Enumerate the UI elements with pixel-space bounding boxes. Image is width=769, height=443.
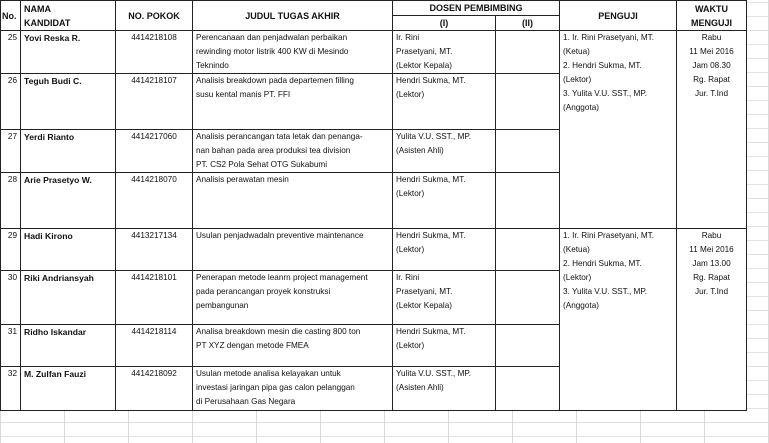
cell-no[interactable]: 30 <box>1 271 21 325</box>
dosen-line: Yulita V.U. SST., MP. <box>396 369 472 378</box>
cell-judul[interactable] <box>193 229 393 271</box>
cell-penguji[interactable] <box>560 229 677 411</box>
cell-pokok[interactable]: 4414218101 <box>116 271 193 325</box>
penguji-line: 3. Yulita V.U. SST., MP. <box>563 287 648 296</box>
cell-waktu[interactable] <box>677 31 747 229</box>
cell-nama[interactable]: Hadi Kirono <box>21 229 116 271</box>
cell-dosen1[interactable] <box>393 31 496 74</box>
dosen-line: Hendri Sukma, MT. <box>396 175 466 184</box>
header-dosen-1[interactable]: (I) <box>393 16 496 31</box>
cell-dosen1[interactable] <box>393 325 496 367</box>
cell-dosen2[interactable] <box>496 229 560 271</box>
judul-line: Analisis perancangan tata letak dan penanga- <box>196 132 363 141</box>
judul-line: susu kental manis PT. FFI <box>196 90 291 99</box>
cell-pokok[interactable]: 4413217134 <box>116 229 193 271</box>
cell-no[interactable]: 29 <box>1 229 21 271</box>
judul-line: di Perusahaan Gas Negara <box>196 397 296 406</box>
header-judul[interactable]: JUDUL TUGAS AKHIR <box>193 1 393 31</box>
dosen-line: Hendri Sukma, MT. <box>396 327 466 336</box>
penguji-line: 1. Ir. Rini Prasetyani, MT. <box>563 231 655 240</box>
penguji-line: 3. Yulita V.U. SST., MP. <box>563 89 648 98</box>
waktu-line: Jam 13.00 <box>692 259 731 268</box>
dosen-line: (Lektor) <box>396 189 425 198</box>
dosen-line: Prasetyani, MT. <box>396 47 453 56</box>
judul-line: Analisa breakdown mesin die casting 800 ton <box>196 327 361 336</box>
cell-no[interactable]: 28 <box>1 173 21 229</box>
penguji-line: (Ketua) <box>563 47 590 56</box>
penguji-line: (Lektor) <box>563 75 592 84</box>
dosen-line: (Lektor) <box>396 341 425 350</box>
judul-line: Penerapan metode leanrn project management <box>196 273 368 282</box>
cell-pokok[interactable]: 4414218114 <box>116 325 193 367</box>
waktu-line: Rabu <box>701 33 722 42</box>
dosen-line: Yulita V.U. SST., MP. <box>396 132 472 141</box>
cell-nama[interactable]: Riki Andriansyah <box>21 271 116 325</box>
penguji-line: 2. Hendri Sukma, MT. <box>563 61 642 70</box>
cell-dosen2[interactable] <box>496 74 560 130</box>
judul-line: rewinding motor listrik 400 KW di Mesindo <box>196 47 349 56</box>
header-waktu[interactable] <box>677 1 747 31</box>
cell-nama[interactable]: Arie Prasetyo W. <box>21 173 116 229</box>
header-waktu-line1: WAKTU <box>695 3 729 14</box>
header-nama-line2: KANDIDAT <box>24 17 71 28</box>
waktu-line: Rabu <box>701 231 722 240</box>
header-penguji[interactable]: PENGUJI <box>560 1 677 31</box>
judul-line: PT. CS2 Pola Sehat OTG Sukabumi <box>196 160 328 169</box>
cell-dosen1[interactable] <box>393 367 496 411</box>
judul-line: pada perancangan proyek konstruksi <box>196 287 331 296</box>
penguji-line: (Anggota) <box>563 301 599 310</box>
header-nama-kandidat[interactable] <box>21 1 116 31</box>
waktu-line: Jur. T.Ind <box>694 287 729 296</box>
cell-no[interactable]: 27 <box>1 130 21 173</box>
header-dosen-pembimbing[interactable]: DOSEN PEMBIMBING <box>393 1 560 16</box>
cell-pokok[interactable]: 4414218092 <box>116 367 193 411</box>
cell-nama[interactable]: Teguh Budi C. <box>21 74 116 130</box>
cell-no[interactable]: 25 <box>1 31 21 74</box>
cell-dosen2[interactable] <box>496 271 560 325</box>
cell-judul[interactable] <box>193 367 393 411</box>
header-dosen-2[interactable]: (II) <box>496 16 560 31</box>
cell-dosen1[interactable] <box>393 229 496 271</box>
waktu-line: Rg. Rapat <box>693 75 730 84</box>
judul-line: pembangunan <box>196 301 249 310</box>
header-nama-line1: NAMA <box>24 3 51 14</box>
dosen-line: (Asisten Ahli) <box>396 146 444 155</box>
dosen-line: Ir. Rini <box>396 33 420 42</box>
cell-dosen2[interactable] <box>496 130 560 173</box>
cell-pokok[interactable]: 4414218107 <box>116 74 193 130</box>
cell-judul[interactable] <box>193 31 393 74</box>
dosen-line: (Lektor Kepala) <box>396 301 452 310</box>
cell-pokok[interactable]: 4414217060 <box>116 130 193 173</box>
cell-dosen2[interactable] <box>496 367 560 411</box>
cell-dosen1[interactable] <box>393 74 496 130</box>
cell-pokok[interactable]: 4414218070 <box>116 173 193 229</box>
cell-no[interactable]: 31 <box>1 325 21 367</box>
cell-dosen1[interactable] <box>393 271 496 325</box>
waktu-line: 11 Mei 2016 <box>689 47 734 56</box>
judul-line: nan bahan pada area produksi tea division <box>196 146 351 155</box>
waktu-line: Rg. Rapat <box>693 273 730 282</box>
cell-nama[interactable]: Yovi Reska R. <box>21 31 116 74</box>
cell-waktu[interactable] <box>677 229 747 411</box>
cell-judul[interactable] <box>193 325 393 367</box>
cell-judul[interactable] <box>193 130 393 173</box>
cell-dosen2[interactable] <box>496 31 560 74</box>
dosen-line: (Lektor) <box>396 245 425 254</box>
cell-dosen2[interactable] <box>496 325 560 367</box>
judul-line: Analisis perawatan mesin <box>196 175 289 184</box>
header-no-pokok[interactable]: NO. POKOK <box>116 1 193 31</box>
cell-no[interactable]: 32 <box>1 367 21 411</box>
dosen-line: Ir. Rini <box>396 273 420 282</box>
header-waktu-line2: MENGUJI <box>691 17 733 28</box>
cell-dosen1[interactable] <box>393 173 496 229</box>
cell-dosen2[interactable] <box>496 173 560 229</box>
dosen-line: Prasetyani, MT. <box>396 287 453 296</box>
dosen-line: (Asisten Ahli) <box>396 383 444 392</box>
dosen-line: Hendri Sukma, MT. <box>396 231 466 240</box>
header-no[interactable]: No. <box>1 1 21 31</box>
waktu-line: Jur. T.Ind <box>694 89 729 98</box>
judul-line: PT XYZ dengan metode FMEA <box>196 341 309 350</box>
penguji-line: (Ketua) <box>563 245 590 254</box>
dosen-line: (Lektor) <box>396 90 425 99</box>
cell-pokok[interactable]: 4414218108 <box>116 31 193 74</box>
penguji-line: (Anggota) <box>563 103 599 112</box>
waktu-line: 11 Mei 2016 <box>689 245 734 254</box>
judul-line: Analisis breakdown pada departemen filling <box>196 76 354 85</box>
cell-nama[interactable]: Yerdi Rianto <box>21 130 116 173</box>
cell-judul[interactable] <box>193 74 393 130</box>
cell-dosen1[interactable] <box>393 130 496 173</box>
penguji-line: 2. Hendri Sukma, MT. <box>563 259 642 268</box>
dosen-line: (Lektor Kepala) <box>396 61 452 70</box>
cell-no[interactable]: 26 <box>1 74 21 130</box>
cell-penguji[interactable] <box>560 31 677 229</box>
penguji-line: (Lektor) <box>563 273 592 282</box>
judul-line: Teknindo <box>196 61 229 70</box>
penguji-line: 1. Ir. Rini Prasetyani, MT. <box>563 33 655 42</box>
cell-nama[interactable]: Ridho Iskandar <box>21 325 116 367</box>
cell-judul[interactable] <box>193 271 393 325</box>
cell-nama[interactable]: M. Zulfan Fauzi <box>21 367 116 411</box>
dosen-line: Hendri Sukma, MT. <box>396 76 466 85</box>
cell-judul[interactable] <box>193 173 393 229</box>
judul-line: Perencanaan dan penjadwalan perbaikan <box>196 33 348 42</box>
judul-line: Usulan metode analisa kelayakan untuk <box>196 369 341 378</box>
judul-line: Usulan penjadwadaln preventive maintenance <box>196 231 364 240</box>
judul-line: investasi jaringan pipa gas calon pelanggan <box>196 383 355 392</box>
waktu-line: Jam 08.30 <box>692 61 731 70</box>
